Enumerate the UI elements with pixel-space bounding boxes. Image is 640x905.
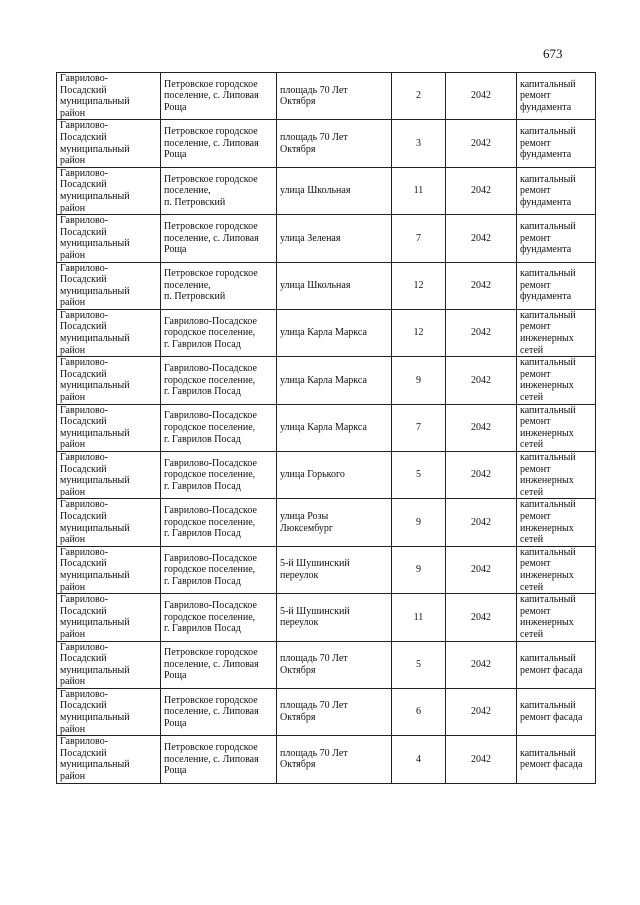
settlement-cell: Петровское городское поселение, с. Липовая Роща [161, 641, 277, 688]
street-cell: улица Школьная [277, 262, 392, 309]
work-type-cell: капитальный ремонт инженерных сетей [517, 309, 596, 356]
work-type-cell: капитальный ремонт фасада [517, 688, 596, 735]
street-cell: площадь 70 Лет Октября [277, 73, 392, 120]
district-cell: Гаврилово- Посадский муниципальный район [57, 499, 161, 546]
house-number-cell: 5 [392, 452, 446, 499]
street-cell: улица Школьная [277, 167, 392, 214]
district-cell: Гаврилово- Посадский муниципальный район [57, 215, 161, 262]
table-row [57, 452, 596, 499]
street-cell: улица Розы Люксембург [277, 499, 392, 546]
table-row [57, 736, 596, 783]
district-cell: Гаврилово- Посадский муниципальный район [57, 357, 161, 404]
table-row [57, 404, 596, 451]
house-number-cell: 9 [392, 357, 446, 404]
year-cell: 2042 [446, 262, 517, 309]
house-number-cell: 7 [392, 215, 446, 262]
settlement-cell: Петровское городское поселение, с. Липовая Роща [161, 215, 277, 262]
table-row [57, 73, 596, 120]
house-number-cell: 12 [392, 309, 446, 356]
table-row [57, 594, 596, 641]
year-cell: 2042 [446, 357, 517, 404]
street-cell: площадь 70 Лет Октября [277, 736, 392, 783]
street-cell: площадь 70 Лет Октября [277, 688, 392, 735]
work-type-cell: капитальный ремонт инженерных сетей [517, 452, 596, 499]
table-row [57, 499, 596, 546]
street-cell: улица Горького [277, 452, 392, 499]
house-number-cell: 9 [392, 546, 446, 593]
street-cell: улица Карла Маркса [277, 357, 392, 404]
district-cell: Гаврилово- Посадский муниципальный район [57, 120, 161, 167]
settlement-cell: Петровское городское поселение, с. Липовая Роща [161, 73, 277, 120]
settlement-cell: Гаврилово-Посадское городское поселение, г. Гаврилов Посад [161, 452, 277, 499]
street-cell: улица Зеленая [277, 215, 392, 262]
street-cell: улица Карла Маркса [277, 309, 392, 356]
district-cell: Гаврилово- Посадский муниципальный район [57, 73, 161, 120]
year-cell: 2042 [446, 309, 517, 356]
year-cell: 2042 [446, 641, 517, 688]
work-type-cell: капитальный ремонт фундамента [517, 215, 596, 262]
table-row [57, 357, 596, 404]
settlement-cell: Гаврилово-Посадское городское поселение, г. Гаврилов Посад [161, 309, 277, 356]
year-cell: 2042 [446, 594, 517, 641]
street-cell: 5-й Шушинский переулок [277, 594, 392, 641]
settlement-cell: Петровское городское поселение, с. Липовая Роща [161, 688, 277, 735]
settlement-cell: Петровское городское поселение, с. Липовая Роща [161, 120, 277, 167]
district-cell: Гаврилово- Посадский муниципальный район [57, 688, 161, 735]
district-cell: Гаврилово- Посадский муниципальный район [57, 309, 161, 356]
work-type-cell: капитальный ремонт инженерных сетей [517, 499, 596, 546]
house-number-cell: 12 [392, 262, 446, 309]
house-number-cell: 4 [392, 736, 446, 783]
year-cell: 2042 [446, 688, 517, 735]
table-row [57, 641, 596, 688]
district-cell: Гаврилово- Посадский муниципальный район [57, 546, 161, 593]
settlement-cell: Гаврилово-Посадское городское поселение, г. Гаврилов Посад [161, 404, 277, 451]
table-row [57, 546, 596, 593]
street-cell: 5-й Шушинский переулок [277, 546, 392, 593]
year-cell: 2042 [446, 499, 517, 546]
district-cell: Гаврилово- Посадский муниципальный район [57, 736, 161, 783]
year-cell: 2042 [446, 120, 517, 167]
table-row [57, 688, 596, 735]
year-cell: 2042 [446, 404, 517, 451]
house-number-cell: 11 [392, 167, 446, 214]
house-number-cell: 9 [392, 499, 446, 546]
house-number-cell: 11 [392, 594, 446, 641]
year-cell: 2042 [446, 736, 517, 783]
settlement-cell: Петровское городское поселение, с. Липовая Роща [161, 736, 277, 783]
district-cell: Гаврилово- Посадский муниципальный район [57, 452, 161, 499]
work-type-cell: капитальный ремонт фасада [517, 641, 596, 688]
district-cell: Гаврилово- Посадский муниципальный район [57, 167, 161, 214]
work-type-cell: капитальный ремонт фундамента [517, 262, 596, 309]
street-cell: площадь 70 Лет Октября [277, 641, 392, 688]
settlement-cell: Гаврилово-Посадское городское поселение, г. Гаврилов Посад [161, 546, 277, 593]
settlement-cell: Гаврилово-Посадское городское поселение, г. Гаврилов Посад [161, 357, 277, 404]
settlement-cell: Петровское городское поселение, п. Петровский [161, 262, 277, 309]
work-type-cell: капитальный ремонт фундамента [517, 73, 596, 120]
house-number-cell: 5 [392, 641, 446, 688]
work-type-cell: капитальный ремонт фундамента [517, 167, 596, 214]
district-cell: Гаврилово- Посадский муниципальный район [57, 641, 161, 688]
table-row [57, 120, 596, 167]
house-number-cell: 2 [392, 73, 446, 120]
year-cell: 2042 [446, 452, 517, 499]
table-row [57, 215, 596, 262]
district-cell: Гаврилово- Посадский муниципальный район [57, 262, 161, 309]
year-cell: 2042 [446, 167, 517, 214]
year-cell: 2042 [446, 73, 517, 120]
work-type-cell: капитальный ремонт инженерных сетей [517, 357, 596, 404]
work-type-cell: капитальный ремонт фундамента [517, 120, 596, 167]
work-type-cell: капитальный ремонт инженерных сетей [517, 546, 596, 593]
house-number-cell: 7 [392, 404, 446, 451]
district-cell: Гаврилово- Посадский муниципальный район [57, 594, 161, 641]
house-number-cell: 3 [392, 120, 446, 167]
year-cell: 2042 [446, 215, 517, 262]
table-row [57, 167, 596, 214]
work-type-cell: капитальный ремонт фасада [517, 736, 596, 783]
work-type-cell: капитальный ремонт инженерных сетей [517, 404, 596, 451]
year-cell: 2042 [446, 546, 517, 593]
repair-schedule-table [56, 72, 596, 784]
work-type-cell: капитальный ремонт инженерных сетей [517, 594, 596, 641]
settlement-cell: Гаврилово-Посадское городское поселение, г. Гаврилов Посад [161, 594, 277, 641]
settlement-cell: Петровское городское поселение, п. Петровский [161, 167, 277, 214]
table-body [57, 73, 596, 784]
district-cell: Гаврилово- Посадский муниципальный район [57, 404, 161, 451]
street-cell: площадь 70 Лет Октября [277, 120, 392, 167]
table-row [57, 309, 596, 356]
settlement-cell: Гаврилово-Посадское городское поселение, г. Гаврилов Посад [161, 499, 277, 546]
page-number: 673 [543, 46, 563, 61]
table-row [57, 262, 596, 309]
street-cell: улица Карла Маркса [277, 404, 392, 451]
house-number-cell: 6 [392, 688, 446, 735]
